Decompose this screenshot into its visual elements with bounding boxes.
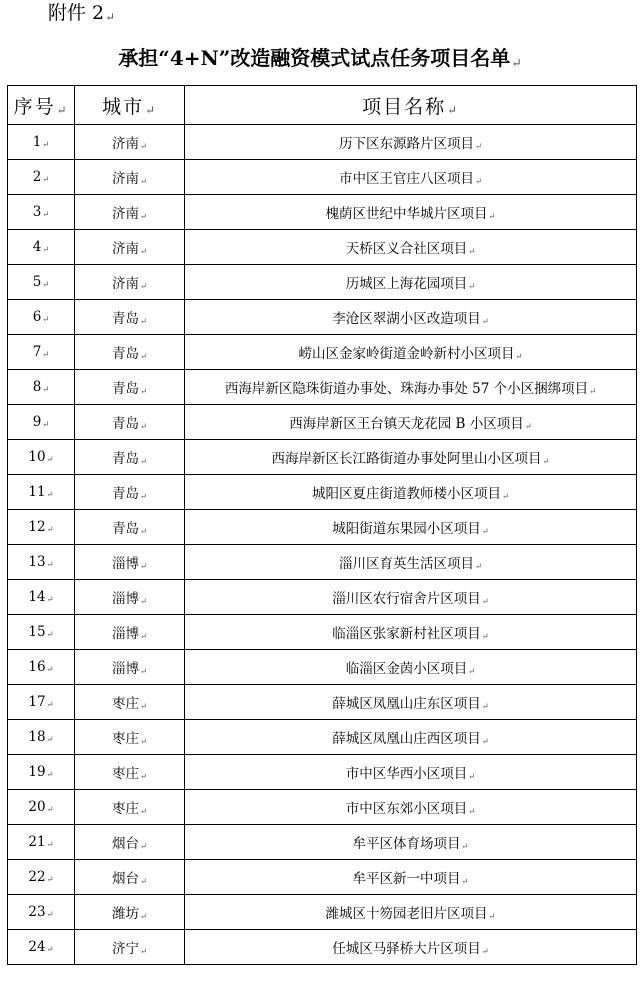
- paragraph-mark-icon: ↵: [501, 491, 509, 502]
- cell-name: 市中区王官庄八区项目↵: [185, 160, 637, 195]
- paragraph-mark-icon: ↵: [474, 141, 482, 152]
- paragraph-mark-icon: ↵: [139, 736, 147, 747]
- paragraph-mark-icon: ↵: [511, 54, 522, 70]
- paragraph-mark-icon: ↵: [46, 734, 54, 745]
- cell-city: 淄博↵: [75, 650, 185, 685]
- table-row: [8, 650, 637, 685]
- paragraph-mark-icon: ↵: [42, 174, 50, 185]
- cell-no: 15↵: [8, 615, 75, 650]
- paragraph-mark-icon: ↵: [46, 664, 54, 675]
- header-no: 序号↵: [8, 86, 75, 125]
- cell-no: 14↵: [8, 580, 75, 615]
- cell-no: 18↵: [8, 720, 75, 755]
- paragraph-mark-icon: ↵: [468, 246, 476, 257]
- paragraph-mark-icon: ↵: [42, 349, 50, 360]
- paragraph-mark-icon: ↵: [42, 279, 50, 290]
- paragraph-mark-icon: ↵: [139, 666, 147, 677]
- paragraph-mark-icon: ↵: [56, 103, 69, 118]
- cell-city: 青岛↵: [75, 440, 185, 475]
- cell-city: 烟台↵: [75, 860, 185, 895]
- paragraph-mark-icon: ↵: [139, 596, 147, 607]
- paragraph-mark-icon: ↵: [139, 421, 147, 432]
- paragraph-mark-icon: ↵: [139, 386, 147, 397]
- paragraph-mark-icon: ↵: [481, 596, 489, 607]
- paragraph-mark-icon: ↵: [42, 244, 50, 255]
- cell-no: 16↵: [8, 650, 75, 685]
- cell-city: 枣庄↵: [75, 685, 185, 720]
- paragraph-mark-icon: ↵: [139, 141, 147, 152]
- paragraph-mark-icon: ↵: [139, 561, 147, 572]
- cell-no: 8↵: [8, 370, 75, 405]
- attachment-label: 附件 2↵: [48, 2, 115, 24]
- paragraph-mark-icon: ↵: [589, 386, 597, 397]
- paragraph-mark-icon: ↵: [481, 631, 489, 642]
- table-row: [8, 720, 637, 755]
- cell-city: 青岛↵: [75, 335, 185, 370]
- table-row: [8, 335, 637, 370]
- paragraph-mark-icon: ↵: [139, 281, 147, 292]
- cell-city: 济宁↵: [75, 930, 185, 965]
- paragraph-mark-icon: ↵: [488, 211, 496, 222]
- cell-city: 青岛↵: [75, 475, 185, 510]
- paragraph-mark-icon: ↵: [42, 384, 50, 395]
- cell-name: 槐荫区世纪中华城片区项目↵: [185, 195, 637, 230]
- paragraph-mark-icon: ↵: [139, 946, 147, 957]
- table-row: [8, 545, 637, 580]
- table-row: [8, 860, 637, 895]
- cell-name: 市中区东郊小区项目↵: [185, 790, 637, 825]
- paragraph-mark-icon: ↵: [474, 561, 482, 572]
- table-row: [8, 370, 637, 405]
- cell-city: 青岛↵: [75, 370, 185, 405]
- paragraph-mark-icon: ↵: [46, 524, 54, 535]
- cell-city: 淄博↵: [75, 615, 185, 650]
- cell-name: 城阳街道东果园小区项目↵: [185, 510, 637, 545]
- paragraph-mark-icon: ↵: [46, 559, 54, 570]
- paragraph-mark-icon: ↵: [46, 839, 54, 850]
- table-row: [8, 755, 637, 790]
- cell-no: 19↵: [8, 755, 75, 790]
- paragraph-mark-icon: ↵: [468, 666, 476, 677]
- header-name: 项目名称↵: [185, 86, 637, 125]
- cell-name: 临淄区金茵小区项目↵: [185, 650, 637, 685]
- cell-name: 淄川区农行宿舍片区项目↵: [185, 580, 637, 615]
- table-row: [8, 510, 637, 545]
- cell-name: 淄川区育英生活区项目↵: [185, 545, 637, 580]
- paragraph-mark-icon: ↵: [42, 139, 50, 150]
- cell-no: 1↵: [8, 125, 75, 160]
- cell-no: 5↵: [8, 265, 75, 300]
- cell-no: 21↵: [8, 825, 75, 860]
- paragraph-mark-icon: ↵: [481, 946, 489, 957]
- cell-no: 2↵: [8, 160, 75, 195]
- cell-city: 济南↵: [75, 265, 185, 300]
- cell-no: 4↵: [8, 230, 75, 265]
- paragraph-mark-icon: ↵: [139, 176, 147, 187]
- cell-name: 西海岸新区隐珠街道办事处、珠海办事处 57 个小区捆绑项目↵: [185, 370, 637, 405]
- table-row: [8, 230, 637, 265]
- table-row: [8, 405, 637, 440]
- cell-no: 9↵: [8, 405, 75, 440]
- cell-name: 李沧区翠湖小区改造项目↵: [185, 300, 637, 335]
- cell-name: 城阳区夏庄街道教师楼小区项目↵: [185, 475, 637, 510]
- paragraph-mark-icon: ↵: [139, 771, 147, 782]
- table-header-row: [8, 86, 637, 125]
- cell-no: 17↵: [8, 685, 75, 720]
- cell-city: 济南↵: [75, 230, 185, 265]
- cell-city: 烟台↵: [75, 825, 185, 860]
- table-row: [8, 125, 637, 160]
- paragraph-mark-icon: ↵: [46, 629, 54, 640]
- paragraph-mark-icon: ↵: [139, 491, 147, 502]
- table-row: [8, 160, 637, 195]
- paragraph-mark-icon: ↵: [468, 281, 476, 292]
- cell-name: 潍城区十笏园老旧片区项目↵: [185, 895, 637, 930]
- paragraph-mark-icon: ↵: [474, 176, 482, 187]
- cell-name: 牟平区体育场项目↵: [185, 825, 637, 860]
- cell-no: 23↵: [8, 895, 75, 930]
- paragraph-mark-icon: ↵: [139, 911, 147, 922]
- paragraph-mark-icon: ↵: [139, 316, 147, 327]
- project-table: [7, 85, 637, 965]
- paragraph-mark-icon: ↵: [46, 909, 54, 920]
- table-row: [8, 930, 637, 965]
- table-row: [8, 825, 637, 860]
- table-row: [8, 580, 637, 615]
- cell-no: 10↵: [8, 440, 75, 475]
- paragraph-mark-icon: ↵: [139, 456, 147, 467]
- paragraph-mark-icon: ↵: [46, 769, 54, 780]
- paragraph-mark-icon: ↵: [105, 9, 115, 24]
- paragraph-mark-icon: ↵: [139, 211, 147, 222]
- table-row: [8, 475, 637, 510]
- paragraph-mark-icon: ↵: [145, 103, 157, 118]
- paragraph-mark-icon: ↵: [468, 771, 476, 782]
- paragraph-mark-icon: ↵: [46, 874, 54, 885]
- paragraph-mark-icon: ↵: [461, 876, 469, 887]
- table-row: [8, 895, 637, 930]
- cell-no: 3↵: [8, 195, 75, 230]
- paragraph-mark-icon: ↵: [468, 806, 476, 817]
- paragraph-mark-icon: ↵: [42, 314, 50, 325]
- paragraph-mark-icon: ↵: [139, 351, 147, 362]
- table-row: [8, 195, 637, 230]
- paragraph-mark-icon: ↵: [46, 699, 54, 710]
- cell-city: 枣庄↵: [75, 790, 185, 825]
- cell-city: 济南↵: [75, 160, 185, 195]
- cell-name: 薛城区凤凰山庄西区项目↵: [185, 720, 637, 755]
- cell-name: 西海岸新区长江路街道办事处阿里山小区项目↵: [185, 440, 637, 475]
- cell-name: 临淄区张家新村社区项目↵: [185, 615, 637, 650]
- cell-name: 薛城区凤凰山庄东区项目↵: [185, 685, 637, 720]
- cell-city: 青岛↵: [75, 300, 185, 335]
- cell-name: 西海岸新区王台镇天龙花园 B 小区项目↵: [185, 405, 637, 440]
- table-body: [8, 125, 637, 965]
- paragraph-mark-icon: ↵: [42, 419, 50, 430]
- cell-city: 淄博↵: [75, 545, 185, 580]
- cell-no: 24↵: [8, 930, 75, 965]
- cell-city: 济南↵: [75, 195, 185, 230]
- header-city: 城市↵: [75, 86, 185, 125]
- paragraph-mark-icon: ↵: [46, 804, 54, 815]
- paragraph-mark-icon: ↵: [139, 526, 147, 537]
- cell-city: 枣庄↵: [75, 755, 185, 790]
- paragraph-mark-icon: ↵: [481, 316, 489, 327]
- paragraph-mark-icon: ↵: [42, 209, 50, 220]
- paragraph-mark-icon: ↵: [139, 841, 147, 852]
- paragraph-mark-icon: ↵: [447, 103, 459, 118]
- cell-name: 崂山区金家岭街道金岭新村小区项目↵: [185, 335, 637, 370]
- cell-no: 20↵: [8, 790, 75, 825]
- cell-no: 12↵: [8, 510, 75, 545]
- cell-no: 7↵: [8, 335, 75, 370]
- cell-no: 11↵: [8, 475, 75, 510]
- paragraph-mark-icon: ↵: [139, 701, 147, 712]
- cell-no: 13↵: [8, 545, 75, 580]
- cell-name: 市中区华西小区项目↵: [185, 755, 637, 790]
- table-row: [8, 615, 637, 650]
- table-row: [8, 685, 637, 720]
- cell-city: 青岛↵: [75, 510, 185, 545]
- cell-name: 历城区上海花园项目↵: [185, 265, 637, 300]
- paragraph-mark-icon: ↵: [481, 736, 489, 747]
- cell-name: 牟平区新一中项目↵: [185, 860, 637, 895]
- table-row: [8, 300, 637, 335]
- table-row: [8, 265, 637, 300]
- cell-city: 潍坊↵: [75, 895, 185, 930]
- cell-city: 青岛↵: [75, 405, 185, 440]
- paragraph-mark-icon: ↵: [139, 876, 147, 887]
- paragraph-mark-icon: ↵: [46, 454, 54, 465]
- table-row: [8, 790, 637, 825]
- cell-city: 枣庄↵: [75, 720, 185, 755]
- paragraph-mark-icon: ↵: [481, 526, 489, 537]
- paragraph-mark-icon: ↵: [139, 631, 147, 642]
- cell-no: 6↵: [8, 300, 75, 335]
- paragraph-mark-icon: ↵: [139, 246, 147, 257]
- paragraph-mark-icon: ↵: [488, 911, 496, 922]
- paragraph-mark-icon: ↵: [46, 594, 54, 605]
- paragraph-mark-icon: ↵: [524, 421, 532, 432]
- paragraph-mark-icon: ↵: [515, 351, 523, 362]
- cell-no: 22↵: [8, 860, 75, 895]
- paragraph-mark-icon: ↵: [46, 489, 54, 500]
- paragraph-mark-icon: ↵: [46, 944, 54, 955]
- cell-city: 济南↵: [75, 125, 185, 160]
- cell-name: 天桥区义合社区项目↵: [185, 230, 637, 265]
- cell-name: 历下区东源路片区项目↵: [185, 125, 637, 160]
- cell-name: 任城区马驿桥大片区项目↵: [185, 930, 637, 965]
- cell-city: 淄博↵: [75, 580, 185, 615]
- document-title: 承担“4+N”改造融资模式试点任务项目名单↵: [118, 46, 522, 70]
- paragraph-mark-icon: ↵: [542, 456, 550, 467]
- table-row: [8, 440, 637, 475]
- paragraph-mark-icon: ↵: [139, 806, 147, 817]
- paragraph-mark-icon: ↵: [481, 701, 489, 712]
- paragraph-mark-icon: ↵: [461, 841, 469, 852]
